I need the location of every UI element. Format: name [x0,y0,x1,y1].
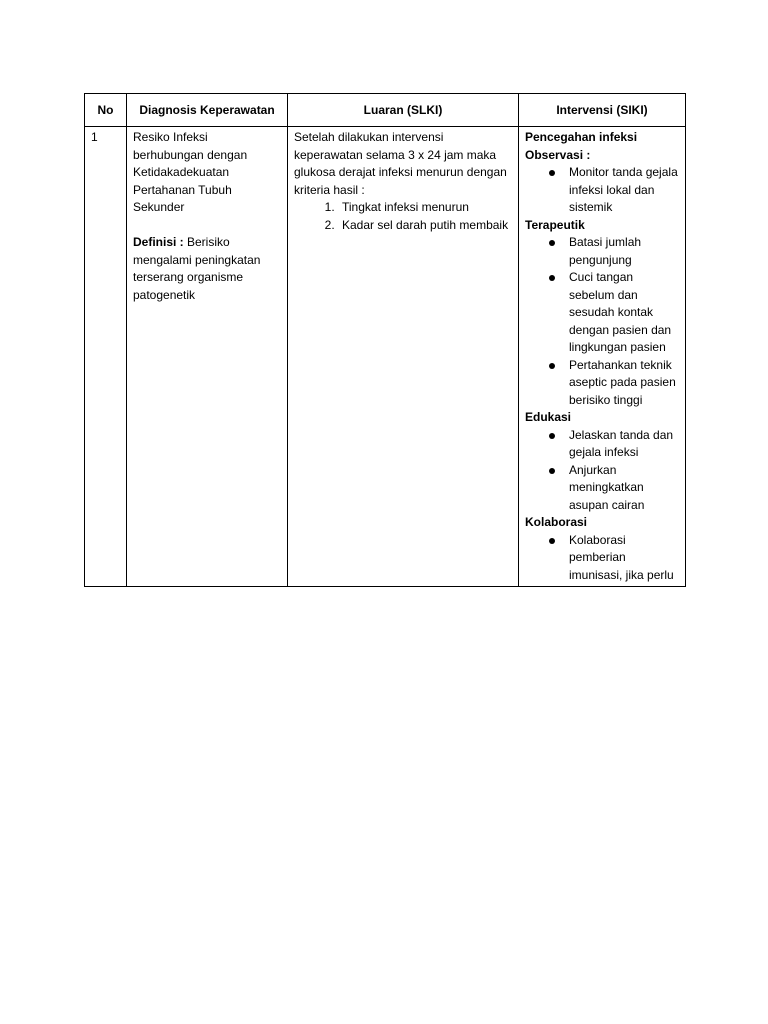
list-item: Cuci tangan sebelum dan sesudah kontak dengan pasien dan lingkungan pasien [569,269,679,357]
row-number: 1 [85,127,127,587]
section-label-kolaborasi: Kolaborasi [525,515,588,529]
observasi-list [525,164,679,217]
diagnosis-statement: Resiko Infeksi berhubungan dengan Ketidakadekuatan Pertahanan Tubuh Sekunder [133,130,248,214]
header-no: No [85,94,127,127]
list-item: Batasi jumlah pengunjung [569,234,679,269]
criteria-item: 2. Kadar sel darah putih membaik [338,217,512,235]
header-outcome: Luaran (SLKI) [288,94,519,127]
section-label-edukasi: Edukasi [525,410,572,424]
kolaborasi-list [525,532,679,585]
header-diagnosis: Diagnosis Keperawatan [127,94,288,127]
nursing-care-plan-table [84,93,686,587]
list-item: Pertahankan teknik aseptic pada pasien berisiko tinggi [569,357,679,410]
definition-text: Berisiko mengalami peningkatan terserang organisme patogenetik [133,235,261,302]
diagnosis-definition [133,234,281,304]
list-item: Kolaborasi pemberian imunisasi, jika perlu [569,532,679,585]
list-item: Anjurkan meningkatkan asupan cairan [569,462,679,515]
intervention-title: Pencegahan infeksi [525,130,638,144]
section-label-terapeutik: Terapeutik [525,217,585,232]
list-item: Jelaskan tanda dan gejala infeksi [569,427,679,462]
header-intervention: Intervensi (SIKI) [519,94,686,127]
outcome-cell [288,127,519,587]
table-row [85,127,686,587]
table-header-row [85,94,686,127]
criteria-list [294,199,512,234]
terapeutik-list [525,234,679,409]
edukasi-list [525,427,679,515]
section-label-observasi: Observasi : [525,147,591,162]
diagnosis-cell [127,127,288,587]
outcome-intro: Setelah dilakukan intervensi keperawatan selama 3 x 24 jam maka glukosa derajat infeksi menurun dengan kriteria hasil : [294,130,507,197]
definition-label: Definisi : [133,235,184,249]
intervention-cell [519,127,686,587]
criteria-item: 1. Tingkat infeksi menurun [338,199,512,217]
list-item: Monitor tanda gejala infeksi lokal dan sistemik [569,164,679,217]
